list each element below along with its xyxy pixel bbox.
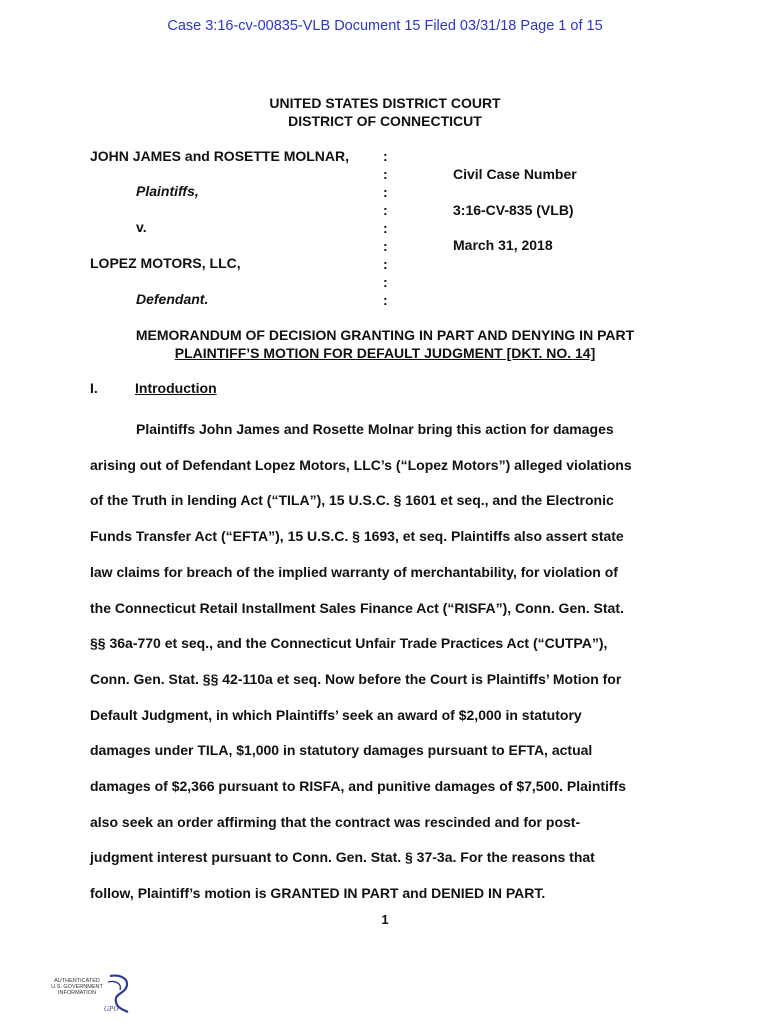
gpo-logo-line: AUTHENTICATED [54, 978, 100, 984]
case-number: 3:16-CV-835 (VLB) [453, 202, 574, 218]
court-district: DISTRICT OF CONNECTICUT [288, 113, 482, 129]
gpo-authentication-logo [44, 972, 134, 1016]
caption-colon: : [383, 166, 388, 182]
body-line: judgment interest pursuant to Conn. Gen. Stat. § 37-3a. For the reasons that [90, 849, 595, 866]
body-line: Default Judgment, in which Plaintiffs’ seek an award of $2,000 in statutory [90, 706, 582, 723]
case-number-label: Civil Case Number [453, 166, 577, 182]
case-header-stamp: Case 3:16-cv-00835-VLB Document 15 Filed 03/31/18 Page 1 of 15 [167, 18, 603, 34]
body-line: law claims for breach of the implied warranty of merchantability, for violation of [90, 563, 618, 580]
title-line-2: PLAINTIFF’S MOTION FOR DEFAULT JUDGMENT [DKT. NO. 14] [174, 345, 596, 361]
body-line: also seek an order affirming that the contract was rescinded and for post- [90, 813, 581, 830]
body-line: the Connecticut Retail Installment Sales Finance Act (“RISFA”), Conn. Gen. Stat. [90, 599, 624, 616]
page-number: 1 [381, 912, 389, 927]
versus-label: v. [136, 219, 147, 235]
body-line: arising out of Defendant Lopez Motors, LLC’s (“Lopez Motors”) alleged violations [90, 456, 632, 473]
plaintiffs-names: JOHN JAMES and ROSETTE MOLNAR, [90, 148, 350, 164]
title-line-1: MEMORANDUM OF DECISION GRANTING IN PART AND DENYING IN PART [135, 327, 635, 343]
body-line: of the Truth in lending Act (“TILA”), 15 U.S.C. § 1601 et seq., and the Electronic [90, 492, 614, 509]
gpo-mark-text: GPO [104, 1005, 119, 1013]
court-heading [0, 94, 770, 130]
caption-colon: : [383, 202, 388, 218]
body-line: damages under TILA, $1,000 in statutory damages pursuant to EFTA, actual [90, 742, 593, 759]
body-paragraph [90, 412, 690, 912]
caption-colon: : [383, 220, 388, 236]
body-line: Funds Transfer Act (“EFTA”), 15 U.S.C. § 1693, et seq. Plaintiffs also assert state [90, 528, 624, 545]
body-line: §§ 36a-770 et seq., and the Connecticut Unfair Trade Practices Act (“CUTPA”), [90, 635, 608, 652]
caption-colon: : [383, 292, 388, 308]
section-heading [90, 380, 217, 396]
decision-date: March 31, 2018 [453, 237, 553, 253]
body-line: damages of $2,366 pursuant to RISFA, and punitive damages of $7,500. Plaintiffs [90, 778, 627, 795]
caption-colon: : [383, 256, 388, 272]
caption-colon: : [383, 238, 388, 254]
body-line: Plaintiffs John James and Rosette Molnar bring this action for damages [136, 421, 614, 437]
defendant-label: Defendant. [136, 291, 209, 307]
defendant-name: LOPEZ MOTORS, LLC, [90, 255, 241, 271]
gpo-eagle-icon [104, 972, 134, 1016]
body-line: follow, Plaintiff’s motion is GRANTED IN PART and DENIED IN PART. [90, 885, 546, 902]
gpo-logo-line: INFORMATION [57, 990, 97, 996]
section-title: Introduction [135, 380, 217, 396]
case-caption [90, 148, 730, 308]
caption-colon: : [383, 148, 388, 164]
body-line: Conn. Gen. Stat. §§ 42-110a et seq. Now before the Court is Plaintiffs’ Motion for [90, 670, 622, 687]
memorandum-title [0, 326, 770, 362]
caption-colon: : [383, 184, 388, 200]
gpo-logo-line: U.S. GOVERNMENT [51, 984, 103, 990]
section-number: I. [90, 380, 98, 396]
caption-colon: : [383, 274, 388, 290]
gpo-logo-text [44, 978, 110, 996]
plaintiffs-label: Plaintiffs, [136, 183, 199, 199]
court-name: UNITED STATES DISTRICT COURT [269, 95, 501, 111]
